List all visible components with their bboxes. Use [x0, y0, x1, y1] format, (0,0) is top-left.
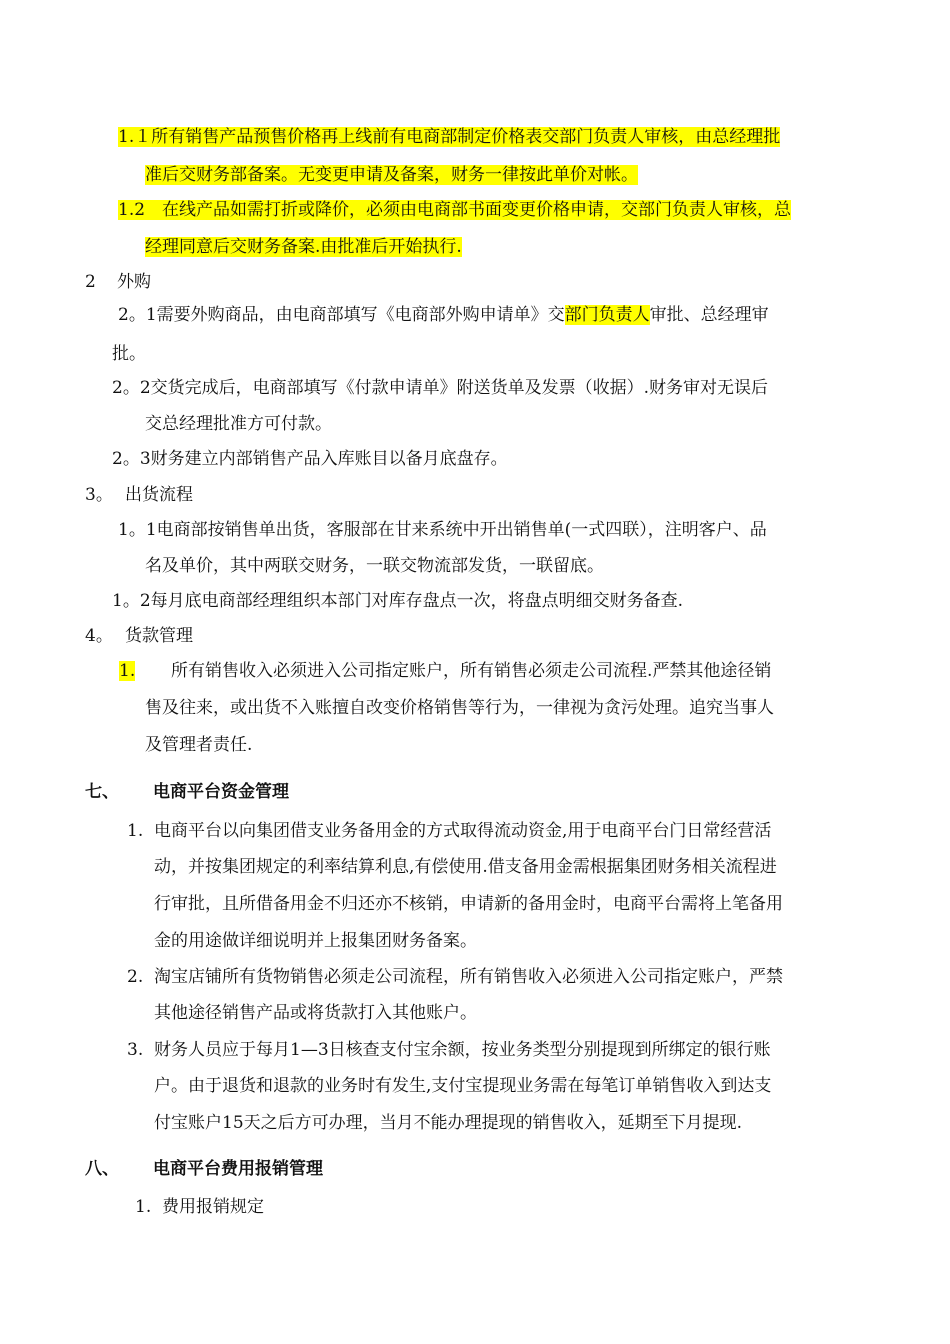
list-item-7-2-line2: [154, 1003, 477, 1023]
text-run: 电商平台以向集团借支业务备用金的方式取得流动资金,用于电商平台门日常经营活: [154, 821, 772, 841]
list-number: 2.: [127, 967, 144, 987]
para-1-1-line1: [118, 127, 780, 147]
heading-text: 货款管理: [125, 626, 193, 646]
heading-3: [85, 485, 193, 505]
para-1-2-line1: [118, 200, 791, 220]
text-run: 名及单价，其中两联交财务，一联交物流部发货，一联留底。: [145, 556, 604, 576]
highlight-text: 1.2 在线产品如需打折或降价，必须由电商部书面变更价格申请，交部门负责人审核，总: [118, 200, 792, 220]
text-run: 动，并按集团规定的利率结算利息,有偿使用.借支备用金需根据集团财务相关流程进: [154, 857, 777, 877]
text-run: 淘宝店铺所有货物销售必须走公司流程，所有销售收入必须进入公司指定账户，严禁: [154, 967, 783, 987]
list-item-7-1-line2: [154, 857, 777, 877]
heading-2: [85, 272, 151, 292]
text-run: 户。由于退货和退款的业务时有发生,支付宝提现业务需在每笔订单销售收入到达支: [154, 1076, 772, 1096]
text-run: 财务人员应于每月1—3日核查支付宝余额，按业务类型分别提现到所绑定的银行账: [154, 1040, 771, 1060]
section-title: 电商平台费用报销管理: [153, 1159, 323, 1179]
heading-number: 3。: [85, 485, 113, 505]
list-item-7-3-line1: [127, 1040, 771, 1060]
text-run: 费用报销规定: [162, 1197, 264, 1217]
para-4-1-line1: [119, 661, 772, 681]
heading-number: 2: [85, 272, 96, 292]
list-item-7-1-line1: [127, 821, 772, 841]
text-run: 2。2交货完成后，电商部填写《付款申请单》附送货单及发票（收据）.财务审对无误后: [112, 378, 769, 398]
para-2-2-line1: [112, 378, 768, 398]
highlight-text: 经理同意后交财务备案.由批准后开始执行.: [145, 237, 462, 257]
text-run: 1。2每月底电商部经理组织本部门对库存盘点一次，将盘点明细交财务备查.: [112, 591, 684, 611]
heading-text: 外购: [117, 272, 151, 292]
para-3-1-line2: [145, 556, 604, 576]
heading-number: 4。: [85, 626, 113, 646]
list-item-7-3-line2: [154, 1076, 771, 1096]
para-2-1-line1: [118, 305, 769, 325]
text-run: 批。: [112, 344, 146, 364]
text-run: 所有销售收入必须进入公司指定账户，所有销售必须走公司流程.严禁其他途径销: [171, 661, 772, 681]
para-2-1-line2: [112, 344, 146, 364]
para-3-2: [112, 591, 683, 611]
section-7-heading: [85, 782, 289, 802]
para-3-1-line1: [118, 520, 767, 540]
text-run: 行审批，且所借备用金不归还亦不核销，申请新的备用金时，电商平台需将上笔备用: [154, 894, 783, 914]
section-title: 电商平台资金管理: [153, 782, 289, 802]
para-4-1-line2: [145, 698, 774, 718]
highlight-text: 1.１所有销售产品预售价格再上线前有电商部制定价格表交部门负责人审核，由总经理批: [118, 127, 781, 147]
text-run: 交总经理批准方可付款。: [145, 414, 332, 434]
section-number: 八、: [85, 1159, 119, 1179]
highlight-text: 部门负责人: [564, 305, 650, 325]
text-run: 1。1电商部按销售单出货，客服部在甘来系统中开出销售单(一式四联），注明客户、品: [118, 520, 767, 540]
text-run: 2。3财务建立内部销售产品入库账目以备月底盘存。: [112, 449, 508, 469]
para-2-3: [112, 449, 508, 469]
list-item-7-2-line1: [127, 967, 783, 987]
list-item-7-1-line3: [154, 894, 783, 914]
text-run: 付宝账户15天之后方可办理，当月不能办理提现的销售收入，延期至下月提现.: [154, 1113, 743, 1133]
section-number: 七、: [85, 782, 119, 802]
list-item-7-3-line3: [154, 1113, 742, 1133]
list-number: 3.: [127, 1040, 144, 1060]
list-number: 1.: [127, 821, 144, 841]
text-run: 2。1需要外购商品，由电商部填写《电商部外购申请单》交: [118, 305, 565, 325]
heading-4: [85, 626, 193, 646]
para-1-1-line2: [145, 165, 638, 185]
heading-text: 出货流程: [125, 485, 193, 505]
list-item-8-1: [135, 1197, 264, 1217]
text-run: 及管理者责任.: [145, 735, 253, 755]
para-1-2-line2: [145, 237, 462, 257]
highlight-text: 准后交财务部备案。无变更申请及备案，财务一律按此单价对帐。: [145, 165, 638, 185]
text-run: 售及往来，或出货不入账擅自改变价格销售等行为，一律视为贪污处理。追究当事人: [145, 698, 774, 718]
text-run: 审批、总经理审: [649, 305, 769, 325]
para-4-1-line3: [145, 735, 252, 755]
list-number: 1.: [119, 661, 136, 681]
text-run: 其他途径销售产品或将货款打入其他账户。: [154, 1003, 477, 1023]
text-run: 金的用途做详细说明并上报集团财务备案。: [154, 931, 477, 951]
section-8-heading: [85, 1159, 323, 1179]
list-item-7-1-line4: [154, 931, 477, 951]
list-number: 1.: [135, 1197, 152, 1217]
para-2-2-line2: [145, 414, 332, 434]
